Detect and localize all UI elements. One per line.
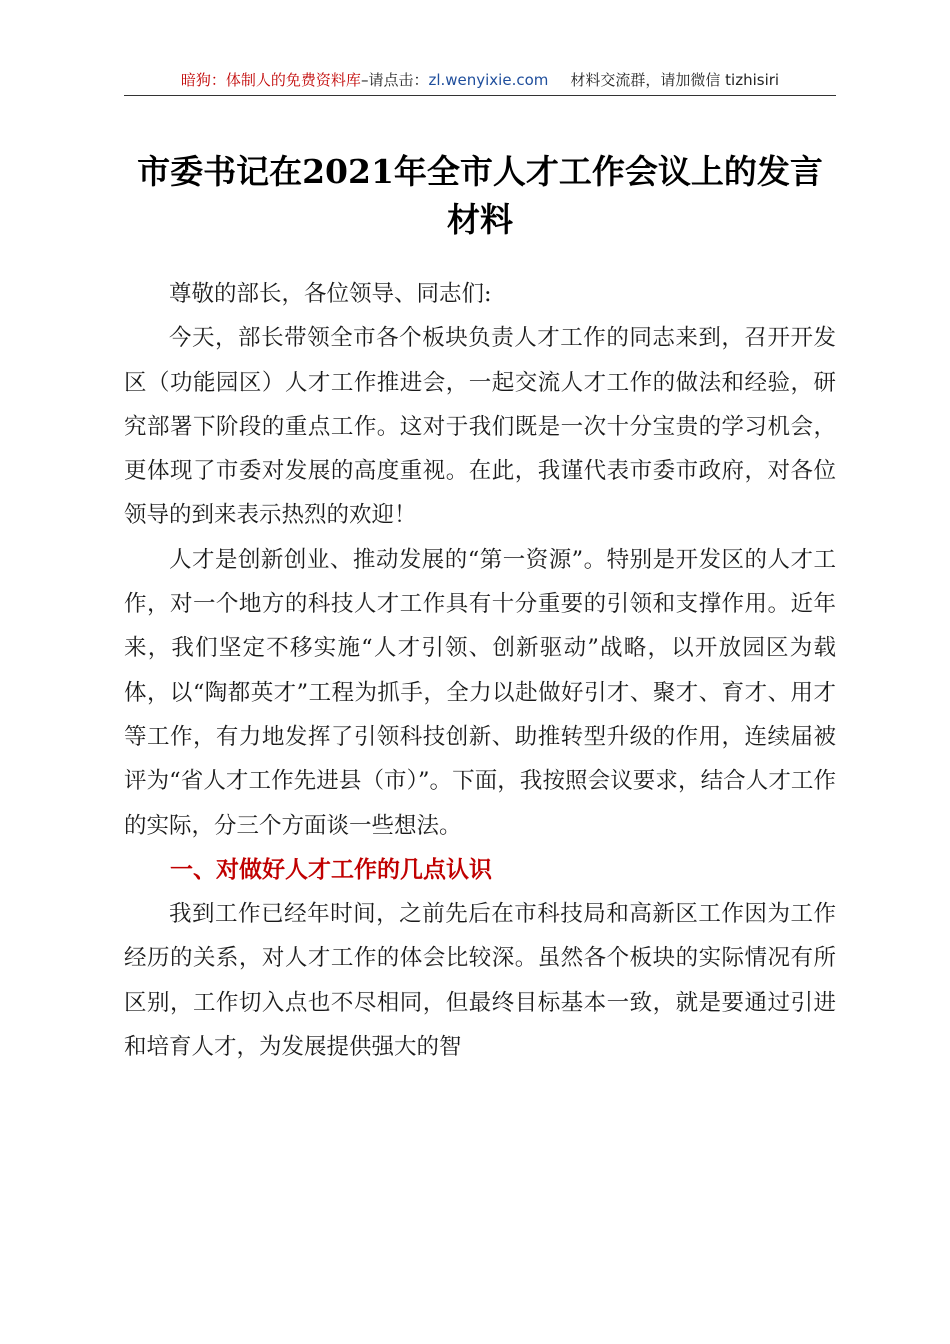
- body-paragraph: 人才是创新创业、推动发展的“第一资源”。特别是开发区的人才工作，对一个地方的科技人才工作具有十分重要的引领和支撑作用。近年来，我们坚定不移实施“人才引领、创新驱动”战略，以开放园区为载体，以“陶都英才”工程为抓手，全力以赴做好引才、聚才、育才、用才等工作，有力地发挥了引领科技创新、助推转型升级的作用，连续届被评为“省人才工作先进县（市）”。下面，我按照会议要求，结合人才工作的实际，分三个方面谈一些想法。: [124, 546, 836, 839]
- header-url-link[interactable]: zl.wenyixie.com: [428, 71, 549, 89]
- body-paragraph: 今天，部长带领全市各个板块负责人才工作的同志来到，召开开发区（功能园区）人才工作推进会，一起交流人才工作的做法和经验，研究部署下阶段的重点工作。这对于我们既是一次十分宝贵的学习机会，更体现了市委对发展的高度重视。在此，我谨代表市委市政府，对各位领导的到来表示热烈的欢迎！: [124, 325, 836, 529]
- header-click-prompt: –请点击：: [360, 71, 429, 89]
- section-heading: 一、对做好人才工作的几点认识: [170, 856, 492, 883]
- document-title: 市委书记在2021年全市人才工作会议上的发言材料: [137, 152, 823, 239]
- header-contact: 材料交流群，请加微信 tizhisiri: [570, 71, 780, 89]
- header-divider: [124, 95, 836, 96]
- body-paragraph: 我到工作已经年时间，之前先后在市科技局和高新区工作因为工作经历的关系，对人才工作的体会比较深。虽然各个板块的实际情况有所区别，工作切入点也不尽相同，但最终目标基本一致，就是要通过引进和培育人才，为发展提供强大的智: [124, 901, 836, 1061]
- header-site-name: 暗狗：体制人的免费资料库: [180, 71, 361, 89]
- salutation: 尊敬的部长，各位领导、同志们:: [169, 281, 492, 307]
- document-body: [124, 272, 836, 1069]
- page-header: [124, 68, 836, 94]
